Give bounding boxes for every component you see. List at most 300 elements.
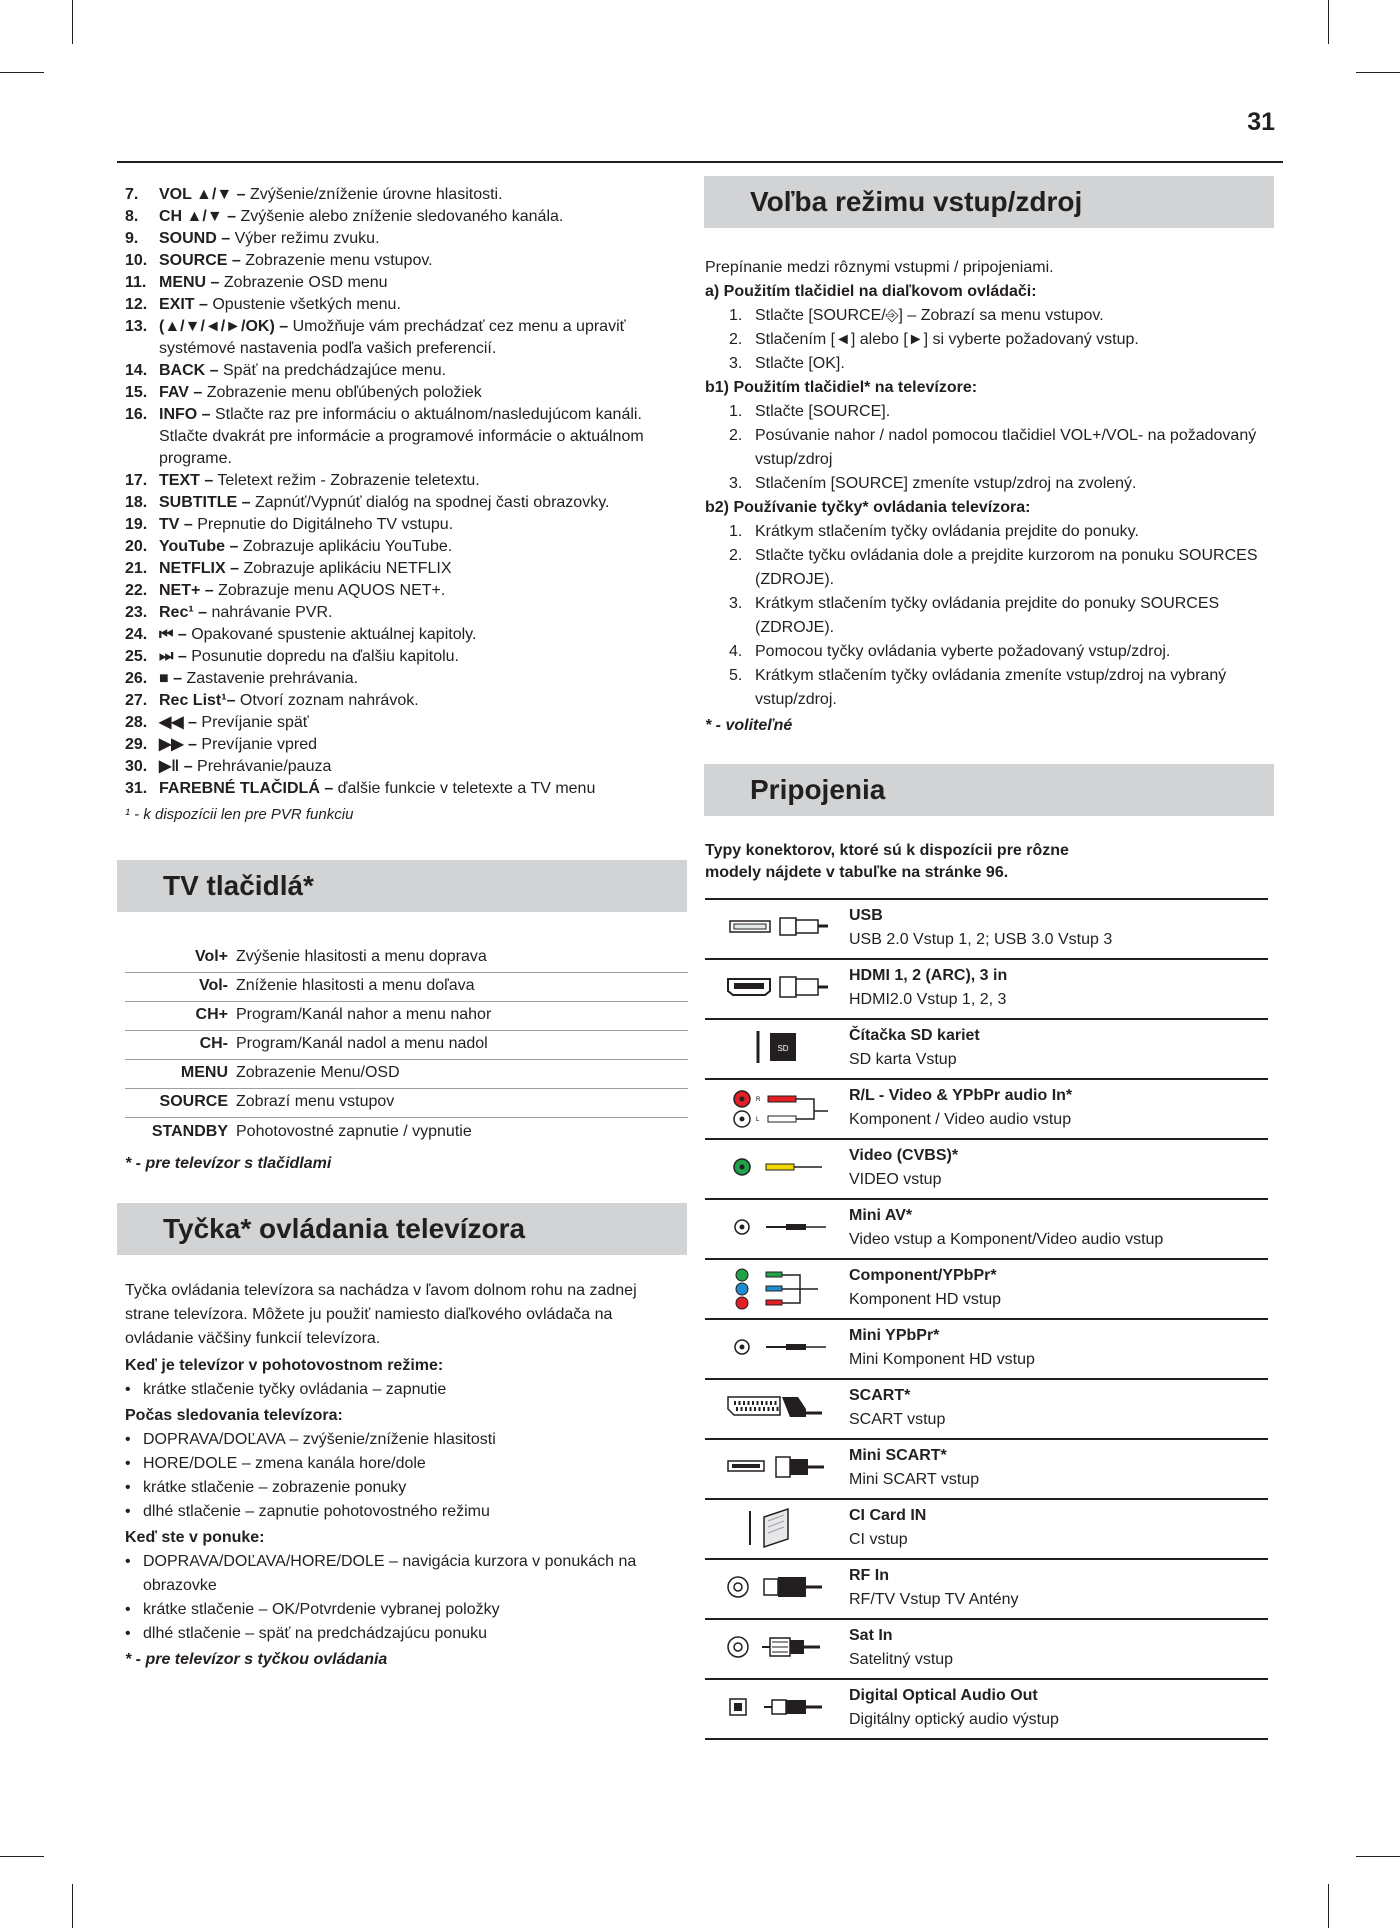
usb-connector-icon: [705, 900, 845, 958]
mini-av-jack-icon: [705, 1200, 845, 1258]
remote-key-desc: Prepnutie do Digitálneho TV vstupu.: [192, 516, 454, 533]
remote-key-number: 17.: [125, 472, 148, 489]
connection-desc: Digitálny optický audio výstup: [849, 1711, 1059, 1728]
remote-key-desc: Otvorí zoznam nahrávok.: [235, 692, 419, 709]
remote-key-label: EXIT –: [159, 296, 208, 313]
tv-button-desc: Zníženie hlasitosti a menu doľava: [236, 977, 475, 994]
numbered-step: [705, 472, 1275, 496]
connection-title: Mini AV*: [849, 1207, 913, 1224]
remote-key-text: [159, 558, 685, 580]
remote-key-desc: Umožňuje vám prechádzať cez menu a upraviť systémové nastavenia podľa vašich preferencií.: [159, 318, 626, 357]
remote-key-desc: Výber režimu zvuku.: [230, 230, 380, 247]
remote-key-desc: Zvýšenie alebo zníženie sledovaného kanála.: [236, 208, 564, 225]
remote-key-desc: Zapnúť/Vypnúť dialóg na spodnej časti obrazovky.: [250, 494, 610, 511]
connection-desc: HDMI2.0 Vstup 1, 2, 3: [849, 991, 1007, 1008]
numbered-step: [705, 592, 1275, 640]
remote-key-number: 23.: [125, 604, 148, 621]
connection-text: [845, 1080, 1072, 1138]
connection-row: [705, 1380, 1268, 1440]
tv-button-desc: Zobrazenie Menu/OSD: [236, 1064, 400, 1081]
remote-key-text: [159, 624, 685, 646]
component-ypbpr-icon: [705, 1260, 845, 1318]
mini-ypbpr-jack-icon: [705, 1320, 845, 1378]
remote-key-item: [125, 580, 685, 602]
remote-key-text: [159, 668, 685, 690]
bullet-dot: •: [125, 1455, 131, 1472]
connection-row: [705, 1200, 1268, 1260]
remote-key-label: FAREBNÉ TLAČIDLÁ –: [159, 780, 334, 797]
remote-key-text: [159, 602, 685, 624]
connection-row: [705, 960, 1268, 1020]
remote-key-number: 18.: [125, 494, 148, 511]
connection-title: Mini YPbPr*: [849, 1327, 940, 1344]
connection-desc: SCART vstup: [849, 1411, 946, 1428]
remote-key-number: 29.: [125, 736, 148, 753]
remote-key-label: NETFLIX –: [159, 560, 240, 577]
connection-text: [845, 1320, 1035, 1378]
remote-key-desc: nahrávanie PVR.: [207, 604, 333, 621]
remote-key-list: [125, 184, 685, 800]
source-b1-title: b1) Použitím tlačidiel* na televízore:: [705, 379, 978, 396]
tv-button-key: STANDBY: [151, 1123, 228, 1140]
remote-key-item: [125, 206, 685, 228]
remote-key-label: SUBTITLE –: [159, 494, 251, 511]
bullet-item: [125, 1452, 685, 1476]
remote-key-item: [125, 602, 685, 624]
remote-key-desc: Prehrávanie/pauza: [192, 758, 332, 775]
remote-key-item: [125, 536, 685, 558]
bullet-dot: •: [125, 1381, 131, 1398]
remote-key-label: ■ –: [159, 670, 183, 687]
remote-key-label: BACK –: [159, 362, 219, 379]
connection-title: SCART*: [849, 1387, 911, 1404]
tv-button-key: SOURCE: [159, 1093, 228, 1110]
remote-key-desc: Zobrazuje aplikáciu YouTube.: [238, 538, 453, 555]
remote-key-desc: Zobrazuje aplikáciu NETFLIX: [239, 560, 452, 577]
step-text: Stlačte [OK].: [755, 355, 845, 372]
remote-key-number: 7.: [125, 186, 139, 203]
remote-key-text: [159, 228, 685, 250]
remote-key-desc: Opustenie všetkých menu.: [207, 296, 401, 313]
remote-key-desc: Stlačte raz pre informáciu o aktuálnom/nasledujúcom kanáli. Stlačte dvakrát pre informácie a programové informácie o aktuálnom programe.: [159, 406, 644, 467]
bullet-item: [125, 1428, 685, 1452]
source-a-list: [705, 304, 1275, 376]
remote-key-item: [125, 690, 685, 712]
numbered-step: [705, 664, 1275, 712]
step-text: Stlačením [SOURCE] zmeníte vstup/zdroj na zvolený.: [755, 475, 1137, 492]
crop-mark: [1328, 1884, 1329, 1928]
connection-text: [845, 1680, 1059, 1738]
remote-key-number: 24.: [125, 626, 148, 643]
connection-title: CI Card IN: [849, 1507, 927, 1524]
step-text: Posúvanie nahor / nadol pomocou tlačidiel VOL+/VOL- na požadovaný vstup/zdroj: [755, 427, 1257, 468]
connection-row: [705, 1260, 1268, 1320]
remote-key-text: [159, 184, 685, 206]
left-column: [125, 184, 685, 1672]
remote-key-item: [125, 470, 685, 492]
remote-key-number: 22.: [125, 582, 148, 599]
connection-text: [845, 960, 1007, 1018]
connection-desc: Satelitný vstup: [849, 1651, 954, 1668]
remote-key-item: [125, 756, 685, 778]
crop-mark: [0, 1856, 44, 1857]
joystick-note: * - pre televízor s tyčkou ovládania: [125, 1651, 388, 1668]
remote-key-item: [125, 668, 685, 690]
remote-key-text: [159, 778, 685, 800]
bullet-text: krátke stlačenie tyčky ovládania – zapnutie: [143, 1381, 447, 1398]
connection-desc: RF/TV Vstup TV Antény: [849, 1591, 1019, 1608]
connection-row: [705, 1440, 1268, 1500]
remote-key-text: [159, 470, 685, 492]
crop-mark: [1356, 1856, 1400, 1857]
tv-button-desc: Program/Kanál nadol a menu nadol: [236, 1035, 488, 1052]
remote-key-text: [159, 272, 685, 294]
connection-desc: CI vstup: [849, 1531, 908, 1548]
svg-text:SD: SD: [777, 1044, 789, 1053]
tv-button-desc: Program/Kanál nahor a menu nahor: [236, 1006, 492, 1023]
remote-key-item: [125, 382, 685, 404]
remote-key-desc: Zobrazenie OSD menu: [219, 274, 388, 291]
remote-key-item: [125, 250, 685, 272]
remote-key-label: ▶‖ –: [159, 758, 193, 775]
crop-mark: [0, 72, 44, 73]
bullet-dot: •: [125, 1503, 131, 1520]
svg-text:L: L: [756, 1117, 760, 1123]
remote-key-desc: Zastavenie prehrávania.: [182, 670, 359, 687]
numbered-step: [705, 352, 1275, 376]
connection-title: Video (CVBS)*: [849, 1147, 959, 1164]
source-b1-list: [705, 400, 1275, 496]
sd-card-icon: [705, 1020, 845, 1078]
connection-title: Mini SCART*: [849, 1447, 947, 1464]
menu-list: [125, 1550, 685, 1646]
remote-key-number: 21.: [125, 560, 148, 577]
remote-key-number: 8.: [125, 208, 139, 225]
remote-key-desc: Zobrazenie menu obľúbených položiek: [202, 384, 482, 401]
remote-key-text: [159, 492, 685, 514]
connection-row: [705, 1680, 1268, 1740]
remote-key-label: ▶▶ –: [159, 736, 197, 753]
remote-key-desc: Späť na predchádzajúce menu.: [218, 362, 447, 379]
remote-key-label: SOUND –: [159, 230, 231, 247]
remote-key-desc: Prevíjanie vpred: [196, 736, 318, 753]
remote-key-label: FAV –: [159, 384, 203, 401]
step-number: 2.: [729, 547, 743, 564]
remote-key-number: 9.: [125, 230, 139, 247]
remote-key-number: 15.: [125, 384, 148, 401]
step-number: 3.: [729, 475, 743, 492]
remote-key-text: [159, 382, 685, 404]
step-number: 1.: [729, 403, 743, 420]
remote-key-label: ⏭ –: [159, 648, 187, 665]
remote-key-number: 31.: [125, 780, 148, 797]
connection-text: [845, 1140, 958, 1198]
standby-title: Keď je televízor v pohotovostnom režime:: [125, 1357, 444, 1374]
step-text: Stlačte [SOURCE/⎆] – Zobrazí sa menu vstupov.: [755, 307, 1104, 324]
joystick-intro: Tyčka ovládania televízora sa nachádza v ľavom dolnom rohu na zadnej strane televízora. Môžete ju použiť namiesto diaľkového ovládača na ovládanie väčšiny funkcií televízora.: [125, 1282, 637, 1347]
tv-button-row: [125, 1089, 688, 1118]
connection-text: [845, 1500, 926, 1558]
tv-button-row: [125, 973, 688, 1002]
bullet-item: [125, 1476, 685, 1500]
step-number: 1.: [729, 307, 743, 324]
bullet-dot: •: [125, 1601, 131, 1618]
numbered-step: [705, 520, 1275, 544]
remote-key-desc: ďalšie funkcie v teletexte a TV menu: [333, 780, 596, 797]
connection-row: [705, 1080, 1268, 1140]
connections-intro: Typy konektorov, ktoré sú k dispozícii pre rôzne modely nájdete v tabuľke na stránke 96.: [705, 842, 1069, 881]
remote-key-text: [159, 712, 685, 734]
remote-key-label: VOL ▲/▼ –: [159, 186, 246, 203]
cvbs-connector-icon: [705, 1140, 845, 1198]
connection-text: [845, 1620, 953, 1678]
connection-desc: Video vstup a Komponent/Video audio vstup: [849, 1231, 1164, 1248]
remote-key-desc: Posunutie dopredu na ďalšiu kapitolu.: [186, 648, 459, 665]
top-rule: [117, 161, 1283, 163]
sat-connector-icon: [705, 1620, 845, 1678]
source-intro: Prepínanie medzi rôznymi vstupmi / pripojeniami.: [705, 259, 1054, 276]
ci-card-icon: [705, 1500, 845, 1558]
remote-key-number: 26.: [125, 670, 148, 687]
joystick-section: [125, 1279, 685, 1672]
optical-audio-icon: [705, 1680, 845, 1738]
tv-button-key: CH-: [199, 1035, 228, 1052]
connection-title: Component/YPbPr*: [849, 1267, 997, 1284]
remote-key-text: [159, 404, 685, 470]
connection-title: RF In: [849, 1567, 889, 1584]
remote-key-text: [159, 514, 685, 536]
numbered-step: [705, 304, 1275, 328]
remote-key-text: [159, 646, 685, 668]
bullet-dot: •: [125, 1431, 131, 1448]
numbered-step: [705, 424, 1275, 472]
rf-antenna-icon: [705, 1560, 845, 1618]
remote-key-label: Rec¹ –: [159, 604, 208, 621]
tv-button-key: Vol+: [194, 948, 228, 965]
remote-key-desc: Teletext režim - Zobrazenie teletextu.: [213, 472, 480, 489]
tv-button-desc: Zobrazí menu vstupov: [236, 1093, 395, 1110]
remote-key-text: [159, 250, 685, 272]
connection-row: [705, 1500, 1268, 1560]
remote-key-text: [159, 206, 685, 228]
connection-desc: Komponent / Video audio vstup: [849, 1111, 1072, 1128]
remote-key-item: [125, 646, 685, 668]
remote-key-desc: Zobrazuje menu AQUOS NET+.: [213, 582, 446, 599]
svg-text:R: R: [756, 1097, 761, 1103]
step-number: 4.: [729, 643, 743, 660]
remote-key-text: [159, 734, 685, 756]
remote-key-label: NET+ –: [159, 582, 214, 599]
step-text: Krátkym stlačením tyčky ovládania prejdite do ponuky SOURCES (ZDROJE).: [755, 595, 1220, 636]
remote-key-text: [159, 536, 685, 558]
remote-key-desc: Prevíjanie späť: [196, 714, 309, 731]
remote-key-number: 30.: [125, 758, 148, 775]
connections-table: [705, 898, 1268, 1740]
tv-button-row: [125, 944, 688, 973]
step-number: 3.: [729, 595, 743, 612]
connection-title: USB: [849, 907, 883, 924]
step-text: Stlačte [SOURCE].: [755, 403, 891, 420]
remote-key-number: 13.: [125, 318, 148, 335]
connection-text: [845, 1560, 1019, 1618]
remote-key-text: [159, 690, 685, 712]
connection-desc: Komponent HD vstup: [849, 1291, 1002, 1308]
remote-key-item: [125, 316, 685, 360]
tv-buttons-note: * - pre televízor s tlačidlami: [125, 1155, 332, 1172]
remote-key-text: [159, 756, 685, 778]
remote-key-item: [125, 624, 685, 646]
remote-key-item: [125, 360, 685, 382]
standby-list: [125, 1378, 685, 1402]
crop-mark: [72, 0, 73, 44]
bullet-dot: •: [125, 1479, 131, 1496]
source-a-title: a) Použitím tlačidiel na diaľkovom ovládači:: [705, 283, 1037, 300]
remote-key-desc: Zobrazenie menu vstupov.: [240, 252, 433, 269]
bullet-text: DOPRAVA/DOĽAVA – zvýšenie/zníženie hlasitosti: [143, 1431, 496, 1448]
rca-audio-icon: [705, 1080, 845, 1138]
menu-title: Keď ste v ponuke:: [125, 1529, 265, 1546]
tv-button-row: [125, 1118, 688, 1147]
remote-key-item: [125, 492, 685, 514]
remote-key-text: [159, 580, 685, 602]
remote-key-item: [125, 228, 685, 250]
remote-key-item: [125, 778, 685, 800]
remote-key-number: 11.: [125, 274, 147, 291]
bullet-item: [125, 1622, 685, 1646]
connection-title: Digital Optical Audio Out: [849, 1687, 1038, 1704]
connection-title: R/L - Video & YPbPr audio In*: [849, 1087, 1073, 1104]
remote-key-number: 12.: [125, 296, 148, 313]
connection-text: [845, 1020, 980, 1078]
bullet-item: [125, 1550, 685, 1598]
joystick-heading: Tyčka* ovládania televízora: [117, 1203, 687, 1255]
numbered-step: [705, 640, 1275, 664]
remote-key-label: SOURCE –: [159, 252, 241, 269]
tv-button-row: [125, 1002, 688, 1031]
remote-key-text: [159, 316, 685, 360]
tv-button-key: CH+: [195, 1006, 228, 1023]
connection-text: [845, 1200, 1163, 1258]
remote-key-label: TV –: [159, 516, 193, 533]
connection-text: [845, 1380, 945, 1438]
bullet-text: DOPRAVA/DOĽAVA/HORE/DOLE – navigácia kurzora v ponukách na obrazovke: [143, 1553, 637, 1594]
tv-button-key: Vol-: [198, 977, 228, 994]
step-text: Krátkym stlačením tyčky ovládania prejdite do ponuky.: [755, 523, 1139, 540]
remote-key-text: [159, 294, 685, 316]
tv-button-key: MENU: [180, 1064, 228, 1081]
connections-heading: Pripojenia: [704, 764, 1274, 816]
remote-key-item: [125, 184, 685, 206]
remote-key-label: MENU –: [159, 274, 220, 291]
bullet-item: [125, 1500, 685, 1524]
connection-title: Čítačka SD kariet: [849, 1027, 980, 1044]
connection-row: [705, 1320, 1268, 1380]
connection-title: Sat In: [849, 1627, 893, 1644]
source-b2-list: [705, 520, 1275, 712]
remote-key-item: [125, 294, 685, 316]
bullet-text: dlhé stlačenie – zapnutie pohotovostného režimu: [143, 1503, 490, 1520]
remote-key-text: [159, 360, 685, 382]
bullet-text: HORE/DOLE – zmena kanála hore/dole: [143, 1455, 426, 1472]
crop-mark: [72, 1884, 73, 1928]
tv-button-row: [125, 1031, 688, 1060]
remote-key-label: Rec List¹–: [159, 692, 236, 709]
connection-desc: Mini Komponent HD vstup: [849, 1351, 1035, 1368]
watching-list: [125, 1428, 685, 1524]
remote-key-label: INFO –: [159, 406, 211, 423]
connection-desc: Mini SCART vstup: [849, 1471, 980, 1488]
remote-key-item: [125, 404, 685, 470]
remote-key-item: [125, 514, 685, 536]
remote-key-label: YouTube –: [159, 538, 239, 555]
watching-title: Počas sledovania televízora:: [125, 1407, 343, 1424]
step-text: Pomocou tyčky ovládania vyberte požadovaný vstup/zdroj.: [755, 643, 1171, 660]
tv-button-desc: Zvýšenie hlasitosti a menu doprava: [236, 948, 487, 965]
remote-key-item: [125, 558, 685, 580]
source-heading: Voľba režimu vstup/zdroj: [704, 176, 1274, 228]
numbered-step: [705, 328, 1275, 352]
pvr-footnote: ¹ - k dispozícii len pre PVR funkciu: [125, 806, 354, 823]
bullet-item: [125, 1598, 685, 1622]
bullet-text: krátke stlačenie – zobrazenie ponuky: [143, 1479, 407, 1496]
numbered-step: [705, 400, 1275, 424]
connection-row: [705, 1560, 1268, 1620]
connection-desc: SD karta Vstup: [849, 1051, 957, 1068]
remote-key-desc: Zvýšenie/zníženie úrovne hlasitosti.: [245, 186, 503, 203]
remote-key-label: (▲/▼/◄/►/OK) –: [159, 318, 289, 335]
bullet-dot: •: [125, 1553, 131, 1570]
crop-mark: [1356, 72, 1400, 73]
source-section: [705, 256, 1275, 738]
step-text: Krátkym stlačením tyčky ovládania zmeníte vstup/zdroj na vybraný vstup/zdroj.: [755, 667, 1227, 708]
remote-key-label: ◀◀ –: [159, 714, 197, 731]
numbered-step: [705, 544, 1275, 592]
connection-text: [845, 1260, 1001, 1318]
hdmi-connector-icon: [705, 960, 845, 1018]
scart-connector-icon: [705, 1380, 845, 1438]
step-text: Stlačením [◄] alebo [►] si vyberte požadovaný vstup.: [755, 331, 1139, 348]
step-number: 5.: [729, 667, 743, 684]
crop-mark: [1328, 0, 1329, 44]
bullet-text: dlhé stlačenie – späť na predchádzajúcu ponuku: [143, 1625, 488, 1642]
step-number: 3.: [729, 355, 743, 372]
bullet-item: [125, 1378, 685, 1402]
bullet-dot: •: [125, 1625, 131, 1642]
tv-buttons-heading: TV tlačidlá*: [117, 860, 687, 912]
right-column: [705, 176, 1275, 1740]
remote-key-label: TEXT –: [159, 472, 214, 489]
source-b2-title: b2) Používanie tyčky* ovládania televízora:: [705, 499, 1031, 516]
step-number: 2.: [729, 331, 743, 348]
connection-row: [705, 1140, 1268, 1200]
remote-key-number: 20.: [125, 538, 148, 555]
connection-text: [845, 1440, 979, 1498]
connection-desc: USB 2.0 Vstup 1, 2; USB 3.0 Vstup 3: [849, 931, 1113, 948]
bullet-text: krátke stlačenie – OK/Potvrdenie vybranej položky: [143, 1601, 500, 1618]
step-number: 2.: [729, 427, 743, 444]
connection-row: [705, 1620, 1268, 1680]
remote-key-number: 10.: [125, 252, 148, 269]
remote-key-item: [125, 734, 685, 756]
remote-key-number: 16.: [125, 406, 148, 423]
step-text: Stlačte tyčku ovládania dole a prejdite kurzorom na ponuku SOURCES (ZDROJE).: [755, 547, 1258, 588]
connection-row: [705, 1020, 1268, 1080]
tv-button-desc: Pohotovostné zapnutie / vypnutie: [236, 1123, 472, 1140]
connection-desc: VIDEO vstup: [849, 1171, 942, 1188]
remote-key-number: 19.: [125, 516, 148, 533]
remote-key-number: 28.: [125, 714, 148, 731]
tv-button-row: [125, 1060, 688, 1089]
